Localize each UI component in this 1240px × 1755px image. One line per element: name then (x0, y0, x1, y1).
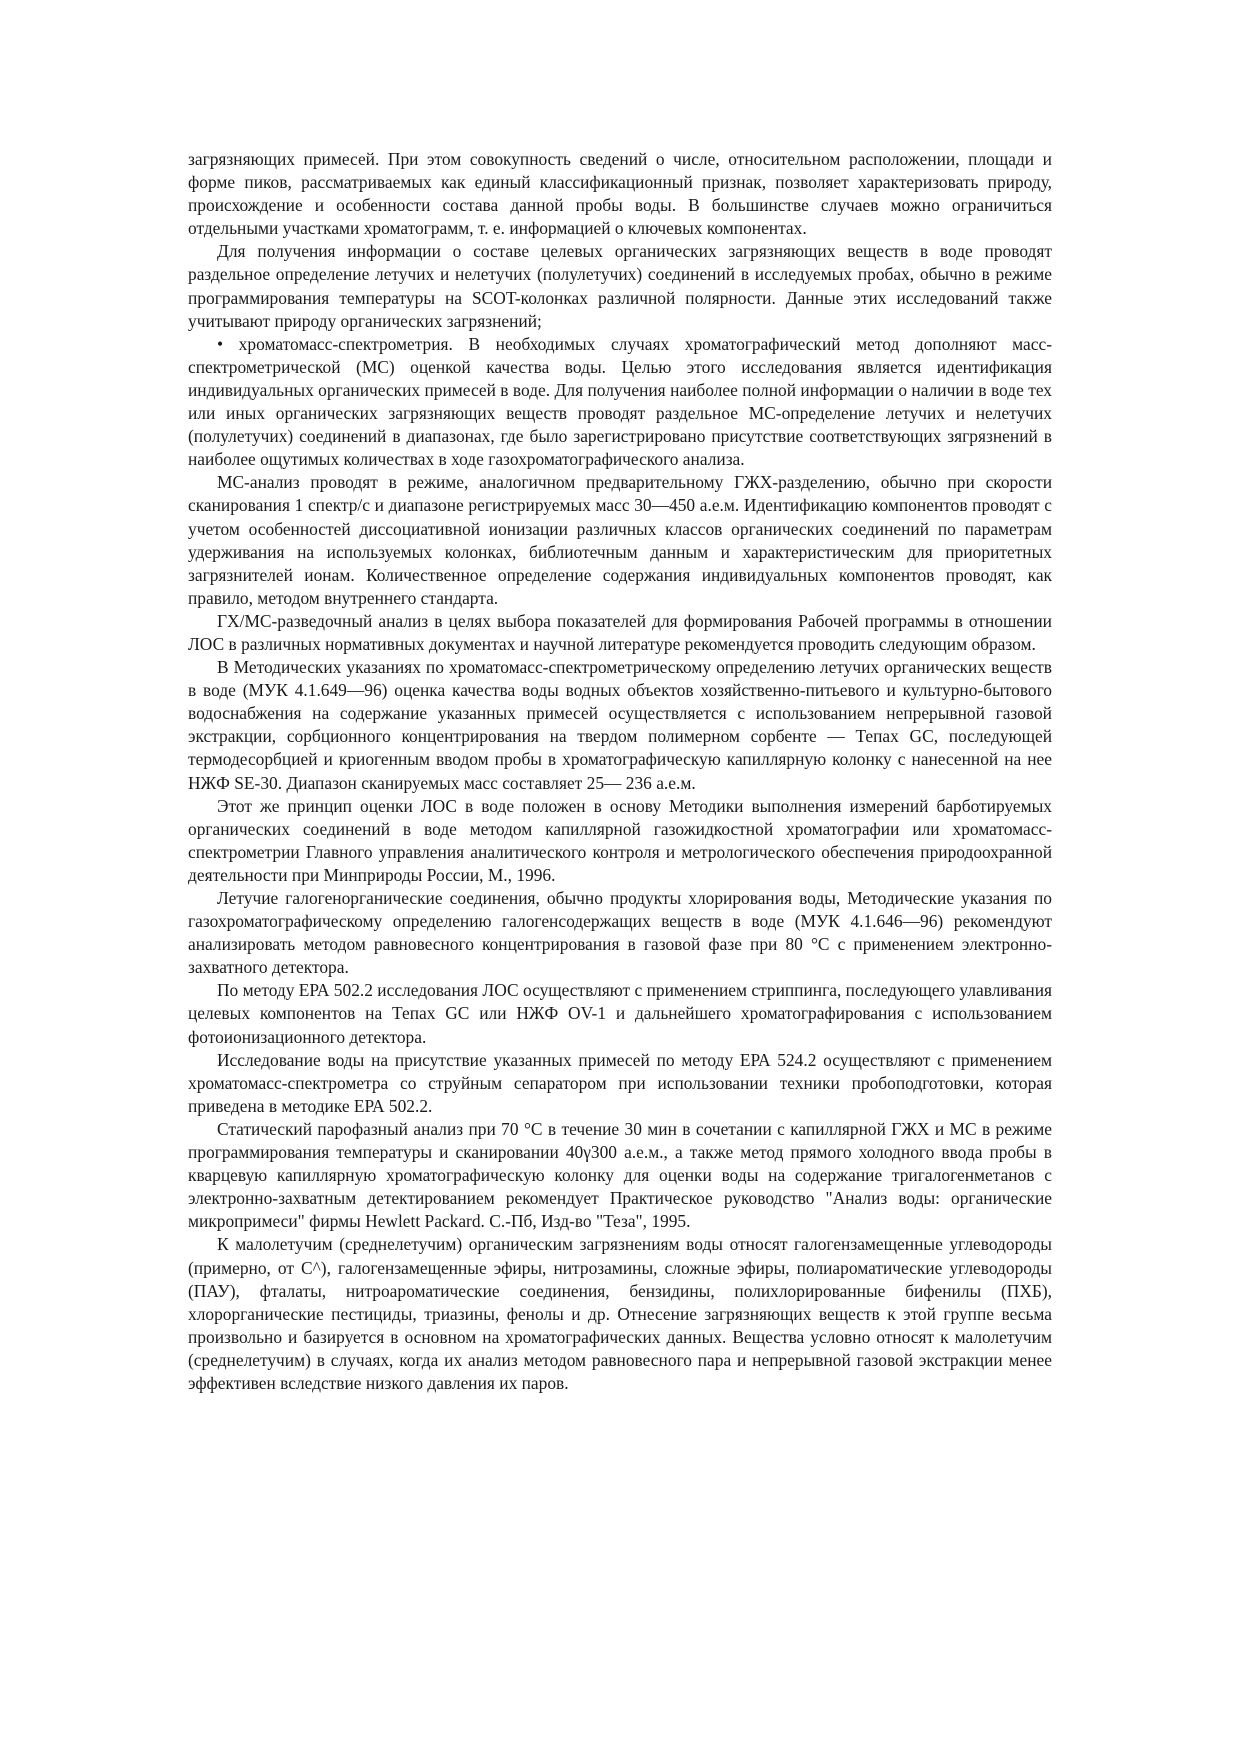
paragraph-headspace: Статический парофазный анализ при 70 °С в течение 30 мин в сочетании с капиллярной ГЖХ и МС в режиме программирования температуры и сканировании 40γ300 а.е.м., а также метод прямого холодного ввода пробы в кварцевую капиллярную хроматографическую колонку для оценки воды на содержание тригалогенметанов с электронно-захватным детектированием рекомендует Практическое руководство "Анализ воды: органические микропримеси" фирмы Hewlett Packard. С.-Пб, Изд-во "Теза", 1995. (188, 1118, 1052, 1232)
paragraph-exploratory-analysis: ГХ/МС-разведочный анализ в целях выбора показателей для формирования Рабочей программы в отношении ЛОС в различных нормативных документах и научной литературе рекомендуется проводить следующим образом. (188, 610, 1052, 654)
paragraph-epa-502: По методу ЕРА 502.2 исследования ЛОС осуществляют с применением стриппинга, последующего улавливания целевых компонентов на Тепах GC или НЖФ OV-1 и дальнейшего хроматографирования с использованием фотоионизационного детектора. (188, 980, 1052, 1047)
paragraph-halogen-organics: Летучие галогенорганические соединения, обычно продукты хлорирования воды, Методические указания по газохроматографическому определению галогенсодержащих веществ в воде (МУК 4.1.646—96) рекомендуют анализировать методом равновесного концентрирования в газовой фазе при 80 °С с применением электронно-захватного детектора. (188, 888, 1052, 978)
paragraph-gcms-bullet: • хроматомасс-спектрометрия. В необходимых случаях хроматографический метод дополняют масс-спектрометрической (МС) оценкой качества воды. Целью этого исследования является идентификация индивидуальных органических примесей в воде. Для получения наиболее полной информации о наличии в воде тех или иных органических загрязняющих веществ проводят раздельное МС-определение летучих и нелетучих (полулетучих) соединений в диапазонах, где было зарегистрировано присутствие соответствующих зягрязнений в наиболее ощутимых количествах в ходе газохроматографического анализа. (188, 333, 1052, 470)
document-page (188, 148, 1052, 1395)
paragraph-continuation: загрязняющих примесей. При этом совокупность сведений о числе, относительном расположении, площади и форме пиков, рассматриваемых как единый классификационный признак, позволяет характеризовать природу, происхождение и особенности состава данной пробы воды. В большинстве случаев можно ограничиться отдельными участками хроматограмм, т. е. информацией о ключевых компонентах. (188, 149, 1052, 239)
paragraph-epa-524: Исследование воды на присутствие указанных примесей по методу ЕРА 524.2 осуществляют с применением хроматомасс-спектрометра со струйным сепаратором при использовании техники пробоподготовки, которая приведена в методике ЕРА 502.2. (188, 1049, 1052, 1116)
paragraph-voc-method: Этот же принцип оценки ЛОС в воде положен в основу Методики выполнения измерений барботируемых органических соединений в воде методом капиллярной газожидкостной хроматографии или хроматомасс-спектрометрии Главного управления аналитического контроля и метрологического обеспечения природоохранной деятельности при Минприроды России, М., 1996. (188, 795, 1052, 885)
paragraph-ms-analysis: МС-анализ проводят в режиме, аналогичном предварительному ГЖХ-разделению, обычно при скорости сканирования 1 спектр/с и диапазоне регистрируемых масс 30—450 а.е.м. Идентификацию компонентов проводят с учетом особенностей диссоциативной ионизации различных классов органических соединений по параметрам удерживания на используемых колонках, библиотечным данным и характеристическим для приоритетных загрязнителей ионам. Количественное определение содержания индивидуальных компонентов проводят, как правило, методом внутреннего стандарта. (188, 472, 1052, 608)
paragraph-semivolatile: К малолетучим (среднелетучим) органическим загрязнениям воды относят галогензамещенные углеводороды (примерно, от С^), галогензамещенные эфиры, нитрозамины, сложные эфиры, полиароматические углеводороды (ПАУ), фталаты, нитроароматические соединения, бензидины, полихлорированные бифенилы (ПХБ), хлорорганические пестициды, триазины, фенолы и др. Отнесение загрязняющих веществ к этой группе весьма произвольно и базируется в основном на хроматографических данных. Вещества условно относят к малолетучим (среднелетучим) в случаях, когда их анализ методом равновесного пара и непрерывной газовой экстракции менее эффективен вследствие низкого давления их паров. (188, 1234, 1052, 1393)
paragraph-volatile-analysis: Для получения информации о составе целевых органических загрязняющих веществ в воде проводят раздельное определение летучих и нелетучих (полулетучих) соединений в исследуемых пробах, обычно в режиме программирования температуры на SCOT-колонках различной полярности. Данные этих исследований также учитывают природу органических загрязнений; (188, 241, 1052, 331)
paragraph-muk-649: В Методических указаниях по хроматомасс-спектрометрическому определению летучих органических веществ в воде (МУК 4.1.649—96) оценка качества воды водных объектов хозяйственно-питьевого и культурно-бытового водоснабжения на содержание указанных примесей осуществляется с использованием непрерывной газовой экстракции, сорбционного концентрирования на твердом полимерном сорбенте — Тепах GC, последующей термодесорбцией и криогенным вводом пробы в хроматографическую капиллярную колонку с нанесенной на нее НЖФ SE-30. Диапазон сканируемых масс составляет 25— 236 а.е.м. (188, 657, 1052, 793)
